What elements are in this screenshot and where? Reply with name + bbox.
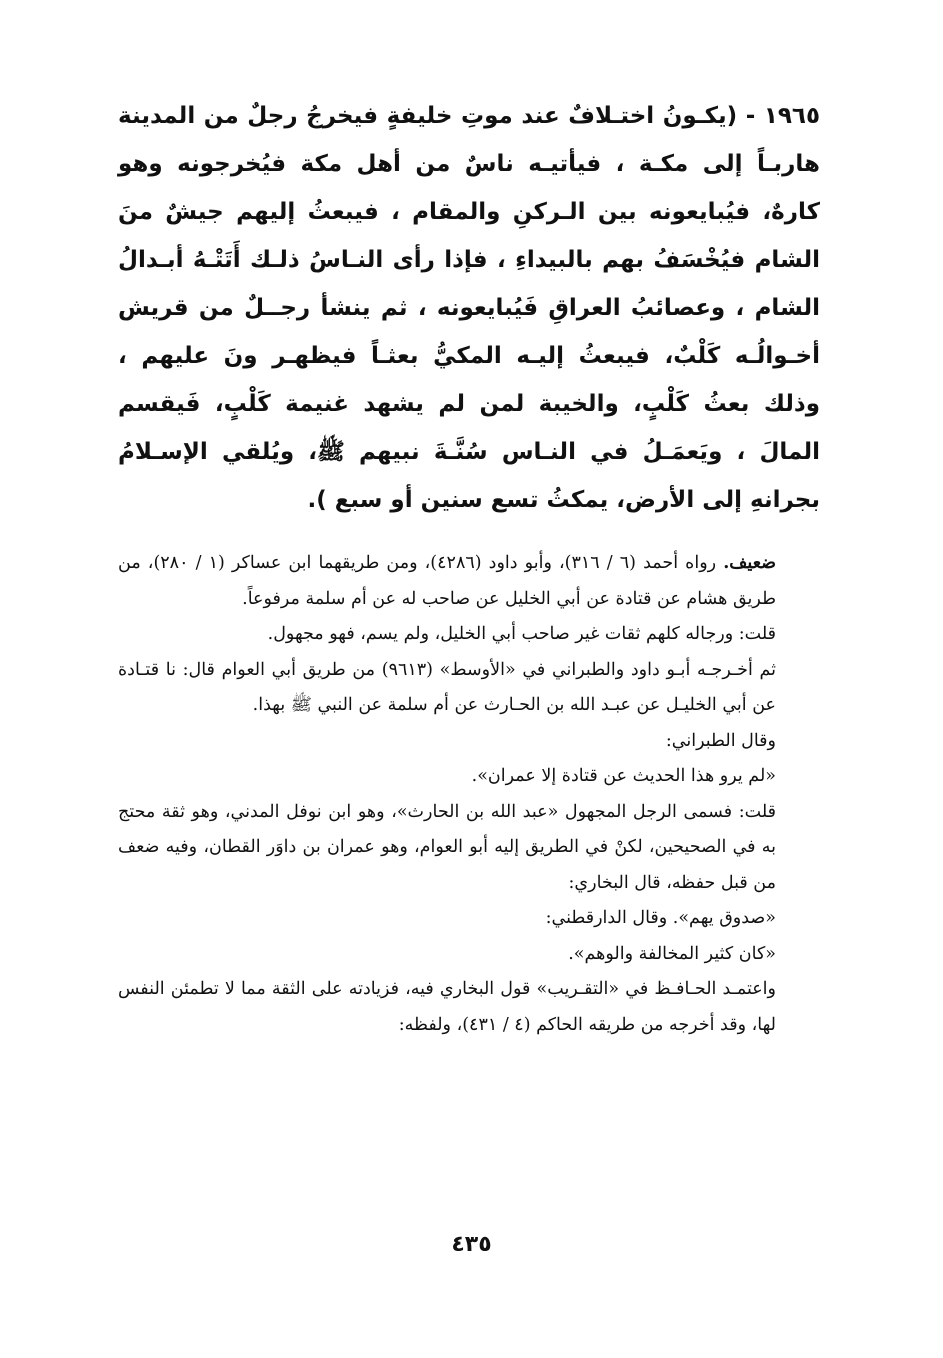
grading-label: ضعيف. (723, 553, 776, 573)
quote-bukhari: «صدوق يهم». وقال الدارقطني: (545, 908, 776, 928)
page-number: ٤٣٥ (451, 1232, 492, 1257)
commentary-paragraph-6: قلت: فسمى الرجل المجهول «عبد الله بن الحارث»، وهو ابن نوفل المدني، وهو ثقة محتج به في الصحيحين، لكنْ في الطريق إليه أبو العوام، وهو عمران بن داوَر القطان، وفيه ضعف من قبل حفظه، قال البخاري: (118, 801, 776, 893)
hadith-number: ١٩٦٥ (763, 103, 820, 129)
commentary-paragraph-1-text: رواه أحمد (٦ / ٣١٦)، وأبو داود (٤٢٨٦)، ومن طريقهما ابن عساكر (١ / ٢٨٠)، من طريق هشام عن قتادة عن أبي الخليل عن صاحب له عن أم سلمة مرفوعاً. (118, 553, 776, 609)
commentary-paragraph-4: وقال الطبراني: (665, 730, 776, 751)
section-spacer (118, 524, 820, 546)
hadith-body: - (يكـونُ اختـلافٌ عند موتِ خليفةٍ فيخرجُ رجلٌ من المدينة هاربـاً إلى مكـة ، فيأتيـه ناسٌ من أهل مكة فيُخرجونه وهو كارهٌ، فيُبايعونه بين الـركنِ والمقام ، فيبعثُ إليهم جيشٌ منَ الشام فيُخْسَفُ بهم بالبيداءِ ، فإذا رأى النـاسُ ذلـك أَتَتْـهُ أبـدالُ الشام ، وعصائبُ العراقِ فَيُبايعونه ، ثم ينشأ رجــلٌ من قريش أخـوالُـه كَلْبٌ، فيبعثُ إليـه المكيُّ بعثـاً فيظهـر ونَ عليهم ، وذلك بعثُ كَلْبٍ، والخيبة لمن لم يشهد غنيمة كَلْبٍ، فَيقسم المالَ ، ويَعمَـلُ في النـاس سُنَّـةَ نبيهم ﷺ، ويُلقي الإسـلامُ بجرانهِ إلى الأرض، يمكثُ تسع سنين أو سبع ). (118, 103, 820, 513)
book-page (118, 92, 820, 1272)
quote-daraqutni: «كان كثير المخالفة والوهم». (568, 943, 776, 964)
commentary-paragraph-1 (118, 546, 820, 617)
commentary (118, 546, 820, 1043)
commentary-paragraph-9: واعتمـد الحـافـظ في «التقـريب» قول البخاري فيه، فزيادته على الثقة مما لا تطمئن النفس لها، وقد أخرجه من طريقه الحاكم (٤ / ٤٣١)، ولفظه: (118, 979, 776, 1035)
hadith-text (118, 92, 820, 524)
quote-tabarani: «لم يرو هذا الحديث عن قتادة إلا عمران». (471, 766, 776, 786)
commentary-paragraph-3: ثم أخـرجـه أبـو داود والطبراني في «الأوسط» (٩٦١٣) من طريق أبي العوام قال: نا قتـادة عن أبي الخليـل عن عبـد الله بن الحـارث عن أم سلمة عن النبي ﷺ بهذا. (118, 659, 776, 715)
commentary-paragraph-2: قلت: ورجاله كلهم ثقات غير صاحب أبي الخليل، ولم يسم، فهو مجهول. (267, 624, 776, 644)
